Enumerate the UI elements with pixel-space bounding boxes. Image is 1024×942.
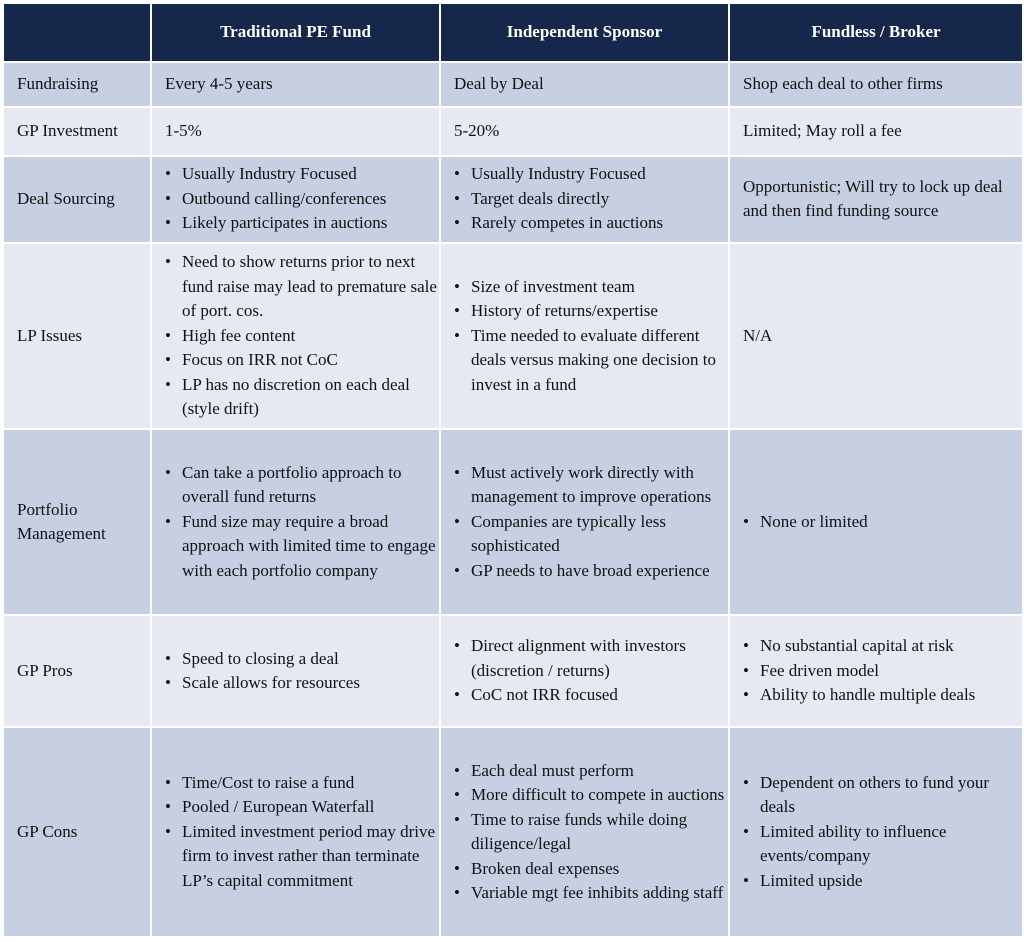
bullet-item: • History of returns/expertise xyxy=(454,299,728,324)
row-deal-sourcing xyxy=(3,156,1023,243)
bullet-list xyxy=(165,461,439,584)
table-cell xyxy=(440,62,729,107)
table-cell xyxy=(729,107,1023,155)
bullet-item: • Fee driven model xyxy=(743,659,1022,684)
row-gp-investment xyxy=(3,107,1023,155)
bullet-list xyxy=(165,250,439,422)
bullet-item: • Speed to closing a deal xyxy=(165,647,439,672)
bullet-item: • Pooled / European Waterfall xyxy=(165,795,439,820)
bullet-item: • Target deals directly xyxy=(454,187,728,212)
table-cell xyxy=(729,62,1023,107)
row-lp-issues xyxy=(3,243,1023,430)
bullet-list xyxy=(165,771,439,894)
comparison-table xyxy=(2,2,1024,938)
row-gp-cons xyxy=(3,727,1023,937)
bullet-item: • Usually Industry Focused xyxy=(165,162,439,187)
bullet-list xyxy=(454,634,728,708)
bullet-item: • Usually Industry Focused xyxy=(454,162,728,187)
bullet-item: • Broken deal expenses xyxy=(454,857,728,882)
bullet-item: • CoC not IRR focused xyxy=(454,683,728,708)
bullet-item: • Size of investment team xyxy=(454,275,728,300)
bullet-item: • Can take a portfolio approach to overall fund returns xyxy=(165,461,439,510)
table-cell xyxy=(151,615,440,727)
bullet-item: • Likely participates in auctions xyxy=(165,211,439,236)
bullet-item: • Direct alignment with investors (discretion / returns) xyxy=(454,634,728,683)
bullet-item: • Limited ability to influence events/company xyxy=(743,820,1022,869)
row-gp-pros xyxy=(3,615,1023,727)
bullet-list xyxy=(454,275,728,398)
header-fundless-broker: Fundless / Broker xyxy=(729,3,1023,62)
header-traditional-pe-fund: Traditional PE Fund xyxy=(151,3,440,62)
bullet-item: • High fee content xyxy=(165,324,439,349)
table-cell xyxy=(729,156,1023,243)
bullet-item: • Each deal must perform xyxy=(454,759,728,784)
table-cell xyxy=(151,107,440,155)
table-cell xyxy=(440,429,729,615)
bullet-item: • More difficult to compete in auctions xyxy=(454,783,728,808)
cell-text: Shop each deal to other firms xyxy=(743,74,943,94)
bullet-list xyxy=(165,647,439,696)
row-label: Portfolio Management xyxy=(3,429,151,615)
bullet-item: • Rarely competes in auctions xyxy=(454,211,728,236)
cell-text: Opportunistic; Will try to lock up deal and then find funding source xyxy=(743,176,1003,221)
table-cell xyxy=(729,727,1023,937)
table-cell xyxy=(151,62,440,107)
table-cell xyxy=(729,615,1023,727)
table-cell xyxy=(729,243,1023,430)
bullet-item: • Time/Cost to raise a fund xyxy=(165,771,439,796)
cell-text: Deal by Deal xyxy=(454,74,544,94)
table-cell xyxy=(440,615,729,727)
row-label: LP Issues xyxy=(3,243,151,430)
row-label: GP Pros xyxy=(3,615,151,727)
cell-text: Every 4-5 years xyxy=(165,74,273,94)
bullet-item: • Companies are typically less sophisticated xyxy=(454,510,728,559)
bullet-item: • Scale allows for resources xyxy=(165,671,439,696)
bullet-list xyxy=(454,759,728,906)
bullet-item: • Must actively work directly with management to improve operations xyxy=(454,461,728,510)
bullet-item: • Limited upside xyxy=(743,869,1022,894)
table-cell xyxy=(440,243,729,430)
cell-text: 1-5% xyxy=(165,121,202,141)
bullet-item: • Dependent on others to fund your deals xyxy=(743,771,1022,820)
bullet-item: • Ability to handle multiple deals xyxy=(743,683,1022,708)
bullet-item: • Variable mgt fee inhibits adding staff xyxy=(454,881,728,906)
row-label: Deal Sourcing xyxy=(3,156,151,243)
header-independent-sponsor: Independent Sponsor xyxy=(440,3,729,62)
header-corner xyxy=(3,3,151,62)
table-cell xyxy=(151,156,440,243)
bullet-item: • Need to show returns prior to next fund raise may lead to premature sale of port. cos. xyxy=(165,250,439,324)
bullet-list xyxy=(743,510,1022,535)
row-portfolio-management xyxy=(3,429,1023,615)
table-cell xyxy=(151,243,440,430)
bullet-list xyxy=(743,634,1022,708)
table-body xyxy=(3,62,1023,937)
bullet-item: • Outbound calling/conferences xyxy=(165,187,439,212)
bullet-list xyxy=(743,771,1022,894)
bullet-item: • No substantial capital at risk xyxy=(743,634,1022,659)
row-label: GP Cons xyxy=(3,727,151,937)
table-cell xyxy=(151,429,440,615)
bullet-list xyxy=(165,162,439,236)
header-row xyxy=(3,3,1023,62)
bullet-item: • None or limited xyxy=(743,510,1022,535)
row-label: GP Investment xyxy=(3,107,151,155)
bullet-item: • Limited investment period may drive firm to invest rather than terminate LP’s capital commitment xyxy=(165,820,439,894)
bullet-item: • Focus on IRR not CoC xyxy=(165,348,439,373)
cell-text: N/A xyxy=(743,325,773,345)
cell-text: Limited; May roll a fee xyxy=(743,121,902,141)
bullet-item: • LP has no discretion on each deal (style drift) xyxy=(165,373,439,422)
bullet-list xyxy=(454,461,728,584)
row-fundraising xyxy=(3,62,1023,107)
bullet-list xyxy=(454,162,728,236)
bullet-item: • Fund size may require a broad approach with limited time to engage with each portfolio company xyxy=(165,510,439,584)
table-cell xyxy=(729,429,1023,615)
table-cell xyxy=(440,156,729,243)
bullet-item: • Time to raise funds while doing diligence/legal xyxy=(454,808,728,857)
table-cell xyxy=(440,727,729,937)
cell-text: 5-20% xyxy=(454,121,500,141)
bullet-item: • GP needs to have broad experience xyxy=(454,559,728,584)
table-cell xyxy=(151,727,440,937)
table-cell xyxy=(440,107,729,155)
bullet-item: • Time needed to evaluate different deals versus making one decision to invest in a fund xyxy=(454,324,728,398)
row-label: Fundraising xyxy=(3,62,151,107)
